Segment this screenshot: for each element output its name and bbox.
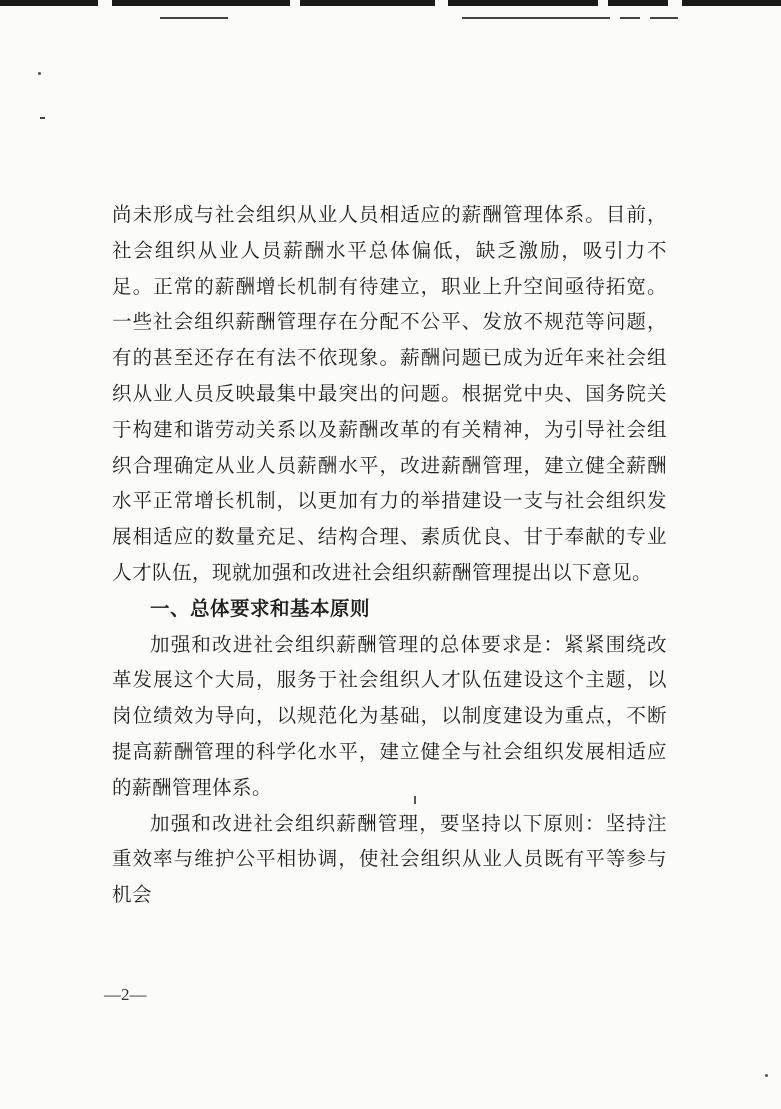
scan-edge-mark (462, 17, 610, 19)
scan-edge-mark (0, 0, 98, 6)
scan-edge-mark (620, 17, 640, 19)
body-paragraph: 加强和改进社会组织薪酬管理的总体要求是：紧紧围绕改革发展这个大局，服务于社会组织人才队伍建设这个主题，以岗位绩效为导向，以规范化为基础，以制度建设为重点，不断提高薪酬管理的科学化水平，建立健全与社会组织发展相适应的薪酬管理体系。 (112, 632, 667, 799)
scan-speck (40, 117, 45, 119)
body-paragraph: 尚未形成与社会组织从业人员相适应的薪酬管理体系。目前，社会组织从业人员薪酬水平总体偏低，缺乏激励，吸引力不足。正常的薪酬增长机制有待建立，职业上升空间亟待拓宽。一些社会组织薪酬管理存在分配不公平、发放不规范等问题，有的甚至还存在有法不依现象。薪酬问题已成为近年来社会组织从业人员反映最集中最突出的问题。根据党中央、国务院关于构建和谐劳动关系以及薪酬改革的有关精神，为引导社会组织合理确定从业人员薪酬水平，改进薪酬管理，建立健全薪酬水平正常增长机制，以更加有力的举措建设一支与社会组织发展相适应的数量充足、结构合理、素质优良、甘于奉献的专业人才队伍，现就加强和改进社会组织薪酬管理提出以下意见。 (112, 203, 667, 584)
scan-edge-mark (650, 17, 678, 19)
page-number: —2— (104, 985, 147, 1004)
body-paragraph: 加强和改进社会组织薪酬管理，要坚持以下原则：坚持注重效率与维护公平相协调，使社会组织从业人员既有平等参与机会 (112, 811, 667, 907)
scan-speck (38, 72, 41, 75)
scan-edge-mark (608, 0, 668, 6)
section-heading: 一、总体要求和基本原则 (150, 596, 371, 620)
document-body (112, 197, 667, 913)
scan-edge-mark (448, 0, 598, 6)
scan-edge-mark (682, 0, 781, 6)
scan-edge-mark (160, 17, 228, 19)
scan-edge-mark (112, 0, 290, 6)
scan-edge-mark (300, 0, 435, 6)
scan-speck (765, 1074, 768, 1077)
